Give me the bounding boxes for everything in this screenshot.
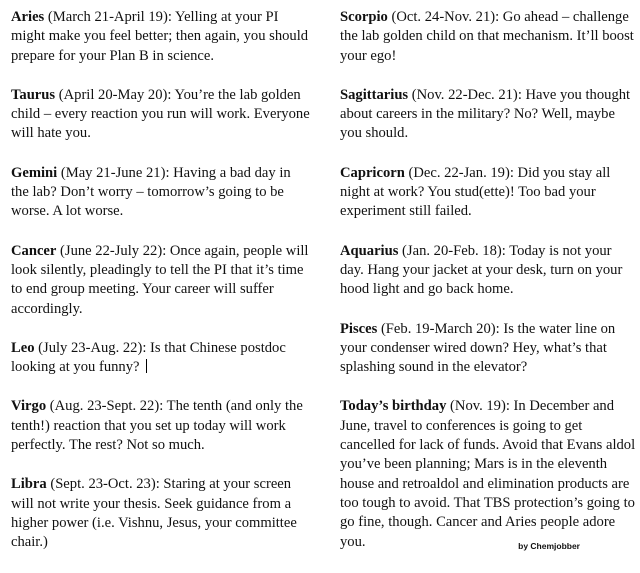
horoscope-text: : Go ahead – challenge the lab golden child on that mechanism. It’ll boost your ego! (340, 9, 634, 64)
sign-dates: (Sept. 23-Oct. 23) (46, 476, 156, 493)
sign-name: Scorpio (340, 9, 388, 25)
sign-name: Libra (11, 476, 47, 493)
horoscope-pisces (340, 320, 638, 378)
right-column (340, 8, 638, 572)
horoscope-sagittarius (340, 86, 638, 144)
sign-dates: (Jan. 20-Feb. 18) (398, 242, 502, 259)
sign-name: Taurus (11, 86, 56, 103)
sign-dates: (Aug. 23-Sept. 22) (46, 398, 160, 415)
horoscope-text: : Is the water line on your condenser wired down? Hey, what’s that splashing sound in the elevator? (340, 320, 616, 376)
sign-dates: (May 21-June 21) (57, 164, 166, 181)
sign-name: Virgo (11, 398, 47, 415)
horoscope-aries (11, 8, 311, 66)
sign-name: Gemini (11, 164, 58, 181)
sign-name: Leo (11, 339, 35, 356)
horoscope-capricorn (340, 164, 638, 222)
horoscope-text: : Once again, people will look silently, pleadingly to tell the PI that it’s time to end group meeting. Your career will suffer accordingly. (11, 242, 309, 317)
sign-dates: (Dec. 22-Jan. 19) (404, 164, 510, 181)
sign-name: Pisces (340, 320, 378, 337)
horoscope-text: : Is that Chinese postdoc looking at you funny? (11, 339, 286, 376)
sign-name: Sagittarius (340, 86, 409, 103)
sign-dates: (Nov. 19) (446, 398, 506, 415)
horoscope-text: : In December and June, travel to conferences is going to get cancelled for lack of funds. Avoid that Evans aldol you’ve been planning; Mars is in the eleventh house and retroaldol and elimination products are too tough to avoid. That TBS protection’s going to go fine, though. Cancer and Aries people adore you. (340, 398, 636, 550)
horoscope-todays-birthday (340, 397, 638, 551)
sign-dates: (March 21-April 19) (44, 9, 168, 25)
sign-dates: (July 23-Aug. 22) (34, 339, 143, 356)
horoscope-leo (11, 339, 311, 378)
horoscope-virgo (11, 397, 311, 455)
horoscope-text: : Have you thought about careers in the military? No? Well, maybe you should. (340, 86, 631, 142)
horoscope-text: : Did you stay all night at work? You stud(ette)! Too bad your experiment still failed. (340, 164, 611, 220)
horoscope-cancer (11, 242, 311, 319)
horoscope-scorpio (340, 8, 638, 66)
sign-name: Capricorn (340, 164, 405, 181)
horoscope-text: : Today is not your day. Hang your jacket at your desk, turn on your hood light and go back home. (340, 242, 623, 298)
horoscope-text: : You’re the lab golden child – every reaction you run will work. Everyone will hate you. (11, 86, 310, 142)
horoscope-aquarius (340, 242, 638, 300)
horoscope-text: : Having a bad day in the lab? Don’t worry – tomorrow’s going to be worse. A lot worse. (11, 164, 291, 220)
left-column (11, 8, 311, 573)
horoscope-taurus (11, 86, 311, 144)
horoscope-libra (11, 475, 311, 552)
sign-name: Aquarius (340, 242, 399, 259)
sign-name: Aries (11, 9, 45, 25)
sign-name: Today’s birthday (340, 398, 447, 415)
horoscope-text: : Yelling at your PI might make you feel better; then again, you should prepare for your Plan B in science. (11, 9, 309, 64)
horoscope-text: : Staring at your screen will not write your thesis. Seek guidance from a higher power (i.e. Vishnu, Jesus, your committee chair.) (11, 476, 297, 551)
sign-dates: (Oct. 24-Nov. 21) (387, 9, 496, 25)
text-cursor (146, 359, 147, 373)
horoscope-text: : The tenth (and only the tenth!) reaction that you set up today will work perfectly. The rest? Not so much. (11, 398, 303, 454)
sign-dates: (Feb. 19-March 20) (377, 320, 496, 337)
sign-name: Cancer (11, 242, 57, 259)
sign-dates: (June 22-July 22) (56, 242, 163, 259)
sign-dates: (April 20-May 20) (55, 86, 168, 103)
sign-dates: (Nov. 22-Dec. 21) (408, 86, 518, 103)
horoscope-gemini (11, 164, 311, 222)
author-credit: by Chemjobber (518, 541, 580, 551)
